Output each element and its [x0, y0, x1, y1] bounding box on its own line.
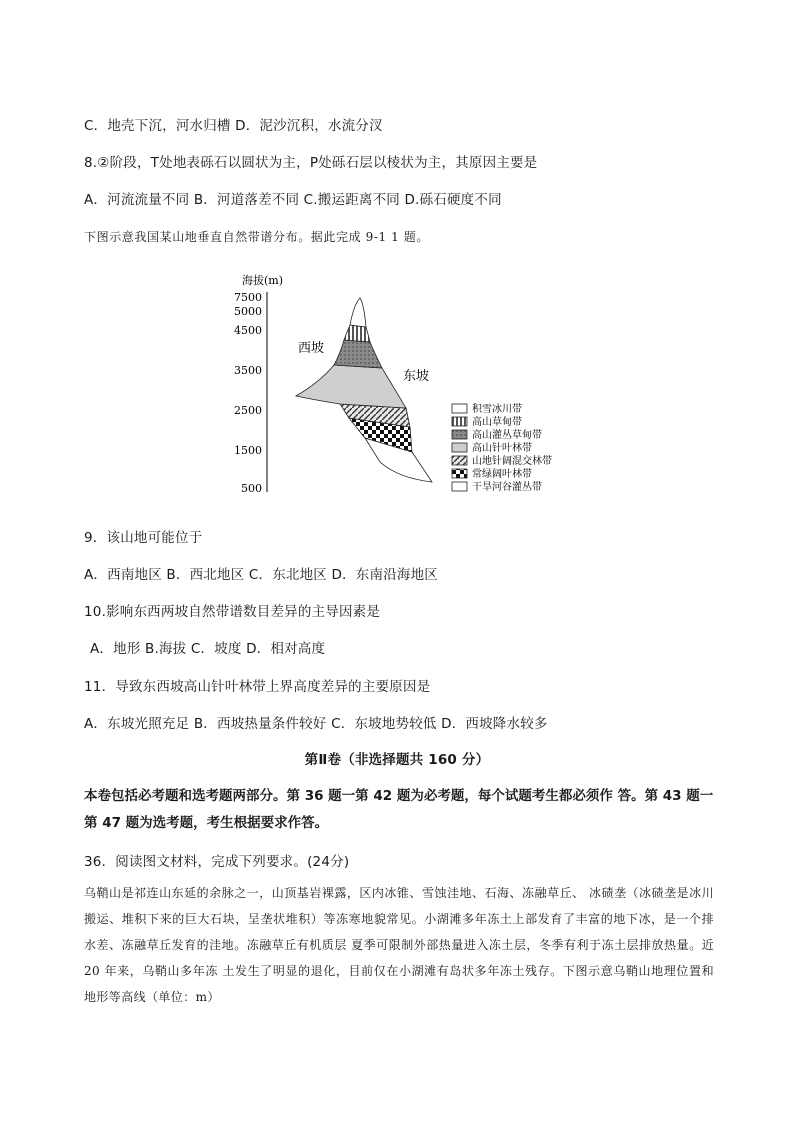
zone-alpine-shrub-meadow	[334, 340, 382, 368]
legend-swatch-meadow	[452, 417, 467, 426]
legend-item-snow	[452, 402, 522, 415]
y-axis-title: 海拔(m)	[242, 274, 284, 287]
legend-label-coniferous: 高山针叶林带	[472, 443, 532, 454]
legend-swatch-broadleaf	[452, 469, 467, 478]
legend-label-broadleaf: 常绿阔叶林带	[472, 469, 532, 480]
legend-item-meadow	[452, 415, 522, 428]
question-36-stem: 36．阅读图文材料，完成下列要求。(24分)	[84, 854, 350, 870]
legend-swatch-snow	[452, 404, 467, 413]
legend-label-shrub-meadow: 高山灌丛草甸带	[472, 430, 542, 441]
legend-label-meadow: 高山草甸带	[472, 417, 522, 428]
tick-4500: 4500	[234, 324, 262, 337]
east-slope-label: 东坡	[403, 369, 430, 384]
question-9-options: A．西南地区 B．西北地区 C．东北地区 D．东南沿海地区	[84, 567, 438, 583]
legend-item-broadleaf	[452, 467, 532, 480]
question-8-options: A．河流流量不同 B．河道落差不同 C.搬运距离不同 D.砾石硬度不同	[84, 192, 502, 208]
legend	[452, 402, 552, 493]
question-10-stem: 10.影响东西两坡自然带谱数目差异的主导因素是	[84, 604, 381, 620]
legend-swatch-coniferous	[452, 443, 467, 452]
section-2-title: 第Ⅱ卷（非选择题共 160 分）	[304, 752, 490, 768]
legend-item-shrub-meadow	[452, 428, 542, 441]
mountain-profile	[296, 298, 432, 482]
vertical-zone-figure	[220, 270, 580, 500]
question-11-stem: 11．导致东西坡高山针叶林带上界高度差异的主要原因是	[84, 679, 431, 695]
tick-1500: 1500	[234, 444, 262, 457]
question-11-options: A．东坡光照充足 B．西坡热量条件较好 C．东坡地势较低 D．西坡降水较多	[84, 716, 548, 732]
legend-swatch-shrub-meadow	[452, 430, 467, 439]
zone-alpine-meadow	[344, 325, 370, 342]
question-8-stem: 8.②阶段，T处地表砾石以圆状为主，P处砾石层以棱状为主，其原因主要是	[84, 155, 538, 171]
tick-500: 500	[241, 482, 262, 495]
legend-item-coniferous	[452, 441, 532, 454]
legend-label-snow: 积雪冰川带	[472, 404, 522, 415]
question-9-stem: 9．该山地可能位于	[84, 530, 203, 546]
y-axis-ticks	[234, 291, 262, 495]
legend-item-dry-valley	[452, 480, 542, 493]
zone-coniferous	[296, 365, 406, 408]
tick-7500: 7500	[234, 291, 262, 304]
zone-snow-glacier	[350, 298, 366, 327]
question-10-options: A．地形 B.海拔 C．坡度 D．相对高度	[90, 641, 326, 657]
tick-3500: 3500	[234, 364, 262, 377]
legend-label-dry-valley: 干旱河谷灌丛带	[472, 482, 542, 493]
question-7-options-cd: C．地壳下沉，河水归槽 D．泥沙沉积，水流分汊	[84, 118, 383, 134]
tick-5000: 5000	[234, 305, 262, 318]
legend-label-mixed: 山地针阔混交林带	[472, 456, 552, 467]
section-2-description: 本卷包括必考题和选考题两部分。第 36 题一第 42 题为必考题，每个试题考生都必须作 答。第 43 题一第 47 题为选考题，考生根据要求作答。	[84, 788, 714, 831]
legend-swatch-dry-valley	[452, 482, 467, 491]
west-slope-label: 西坡	[298, 341, 325, 356]
legend-item-mixed	[452, 454, 552, 467]
questions-9-11-intro: 下图示意我国某山地垂直自然带谱分布。据此完成 9-1 1 题。	[84, 230, 430, 244]
question-36-material: 乌鞘山是祁连山东延的余脉之一，山顶基岩裸露，区内冰锥、雪蚀洼地、石海、冻融草丘、 冰碛垄（冰碛垄是冰川搬运、堆积下来的巨大石块，呈垄状堆积）等冻寒地貌常见。小湖滩多年冻土上部发育了丰富的地下冰，是一个排水差、冻融草丘发育的洼地。冻融草丘有机质层 夏季可限制外部热量进入冻土层，冬季有利于冻土层排放热量。近 20 年来，乌鞘山多年冻 土发生了明显的退化，目前仅在小湖滩有岛状多年冻土残存。下图示意乌鞘山地理位置和地形等高线（单位：m）	[84, 886, 714, 1004]
legend-swatch-mixed	[452, 456, 467, 465]
tick-2500: 2500	[234, 404, 262, 417]
